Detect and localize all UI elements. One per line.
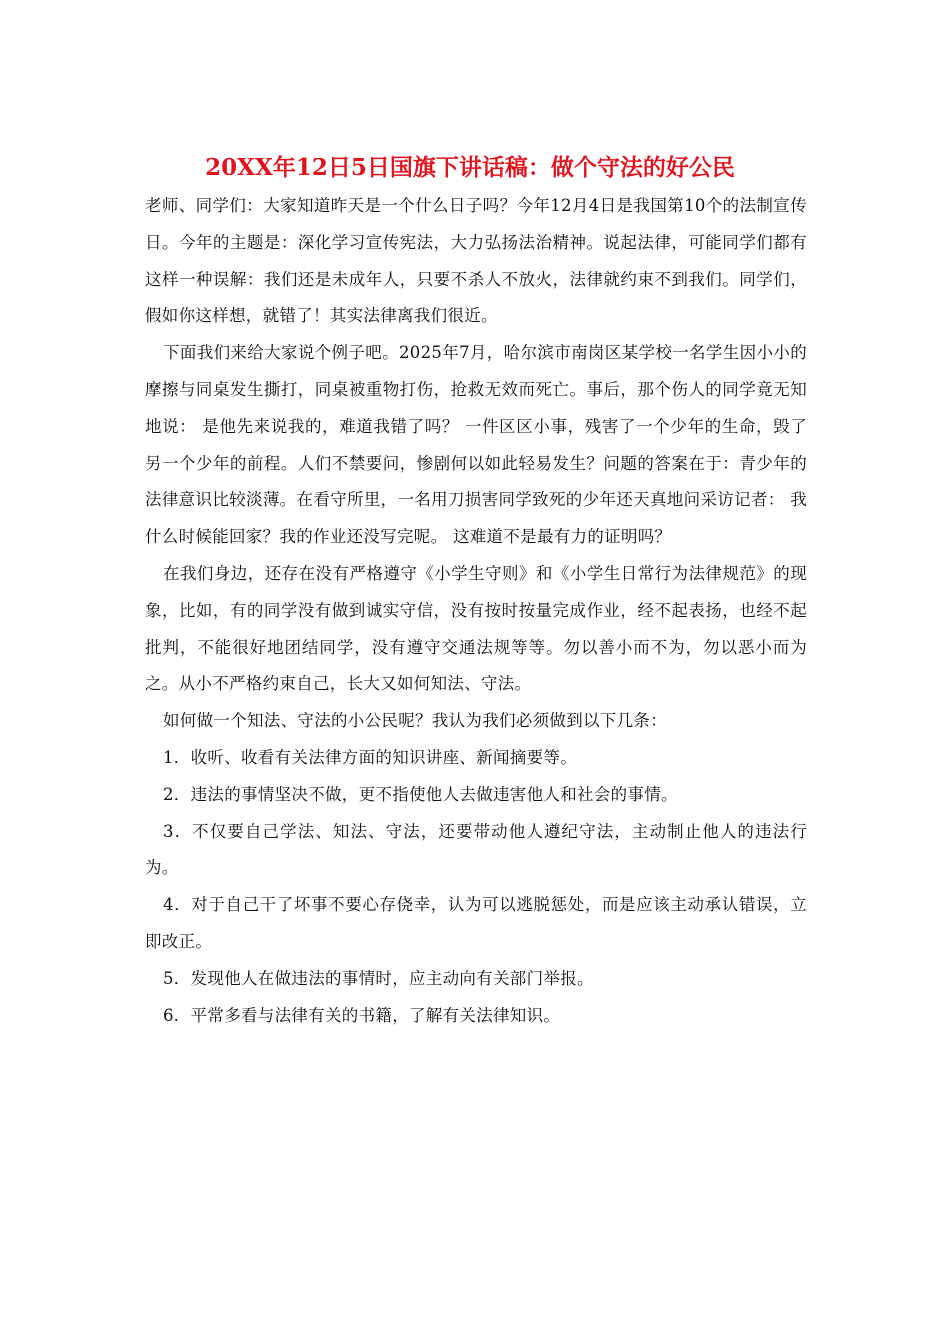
list-item: 1．收听、收看有关法律方面的知识讲座、新闻摘要等。 [163, 747, 577, 767]
list-item: 2．违法的事情坚决不做，更不指使他人去做违害他人和社会的事情。 [163, 784, 678, 804]
paragraph-question: 如何做一个知法、守法的小公民呢？我认为我们必须做到以下几条： [163, 711, 667, 731]
paragraph-greeting: 老师、同学们：大家知道昨天是一个什么日子吗？今年12月4日是我国第10个的法制宣传日。今年的主题是：深化学习宣传宪法，大力弘扬法治精神。说起法律，可能同学们都有这样一种误解：我们还是未成年人，只要不杀人不放火，法律就约束不到我们。同学们，假如你这样想，就错了！其实法律离我们很近。 [145, 196, 807, 326]
paragraph-example: 下面我们来给大家说个例子吧。2025年7月，哈尔滨市南岗区某学校一名学生因小小的摩擦与同桌发生撕打，同桌被重物打伤，抢救无效而死亡。事后，那个伤人的同学竟无知地说： 是他先来说我的，难道我错了吗？ 一件区区小事，残害了一个少年的生命，毁了另一个少年的前程。人们不禁要问，惨剧何以如此轻易发生？问题的答案在于：青少年的法律意识比较淡薄。在看守所里，一名用刀损害同学致死的少年还天真地问采访记者： 我什么时候能回家？我的作业还没写完呢。 这难道不是最有力的证明吗？ [145, 343, 807, 547]
paragraph-observation: 在我们身边，还存在没有严格遵守《小学生守则》和《小学生日常行为法律规范》的现象，比如，有的同学没有做到诚实守信，没有按时按量完成作业，经不起表扬，也经不起批判，不能很好地团结同学，没有遵守交通法规等等。勿以善小而不为，勿以恶小而为之。从小不严格约束自己，长大又如何知法、守法。 [145, 563, 807, 694]
list-item: 4．对于自己干了坏事不要心存侥幸，认为可以逃脱惩处，而是应该主动承认错误，立即改正。 [145, 895, 807, 951]
list-item: 3．不仅要自己学法、知法、守法，还要带动他人遵纪守法，主动制止他人的违法行为。 [145, 821, 807, 878]
list-item: 6．平常多看与法律有关的书籍，了解有关法律知识。 [163, 1005, 561, 1025]
list-item: 5．发现他人在做违法的事情时，应主动向有关部门举报。 [163, 968, 594, 988]
document-page [145, 150, 807, 1034]
document-title: 20XX年12日5日国旗下讲话稿：做个守法的好公民 [205, 154, 735, 181]
document-body [145, 188, 807, 1034]
